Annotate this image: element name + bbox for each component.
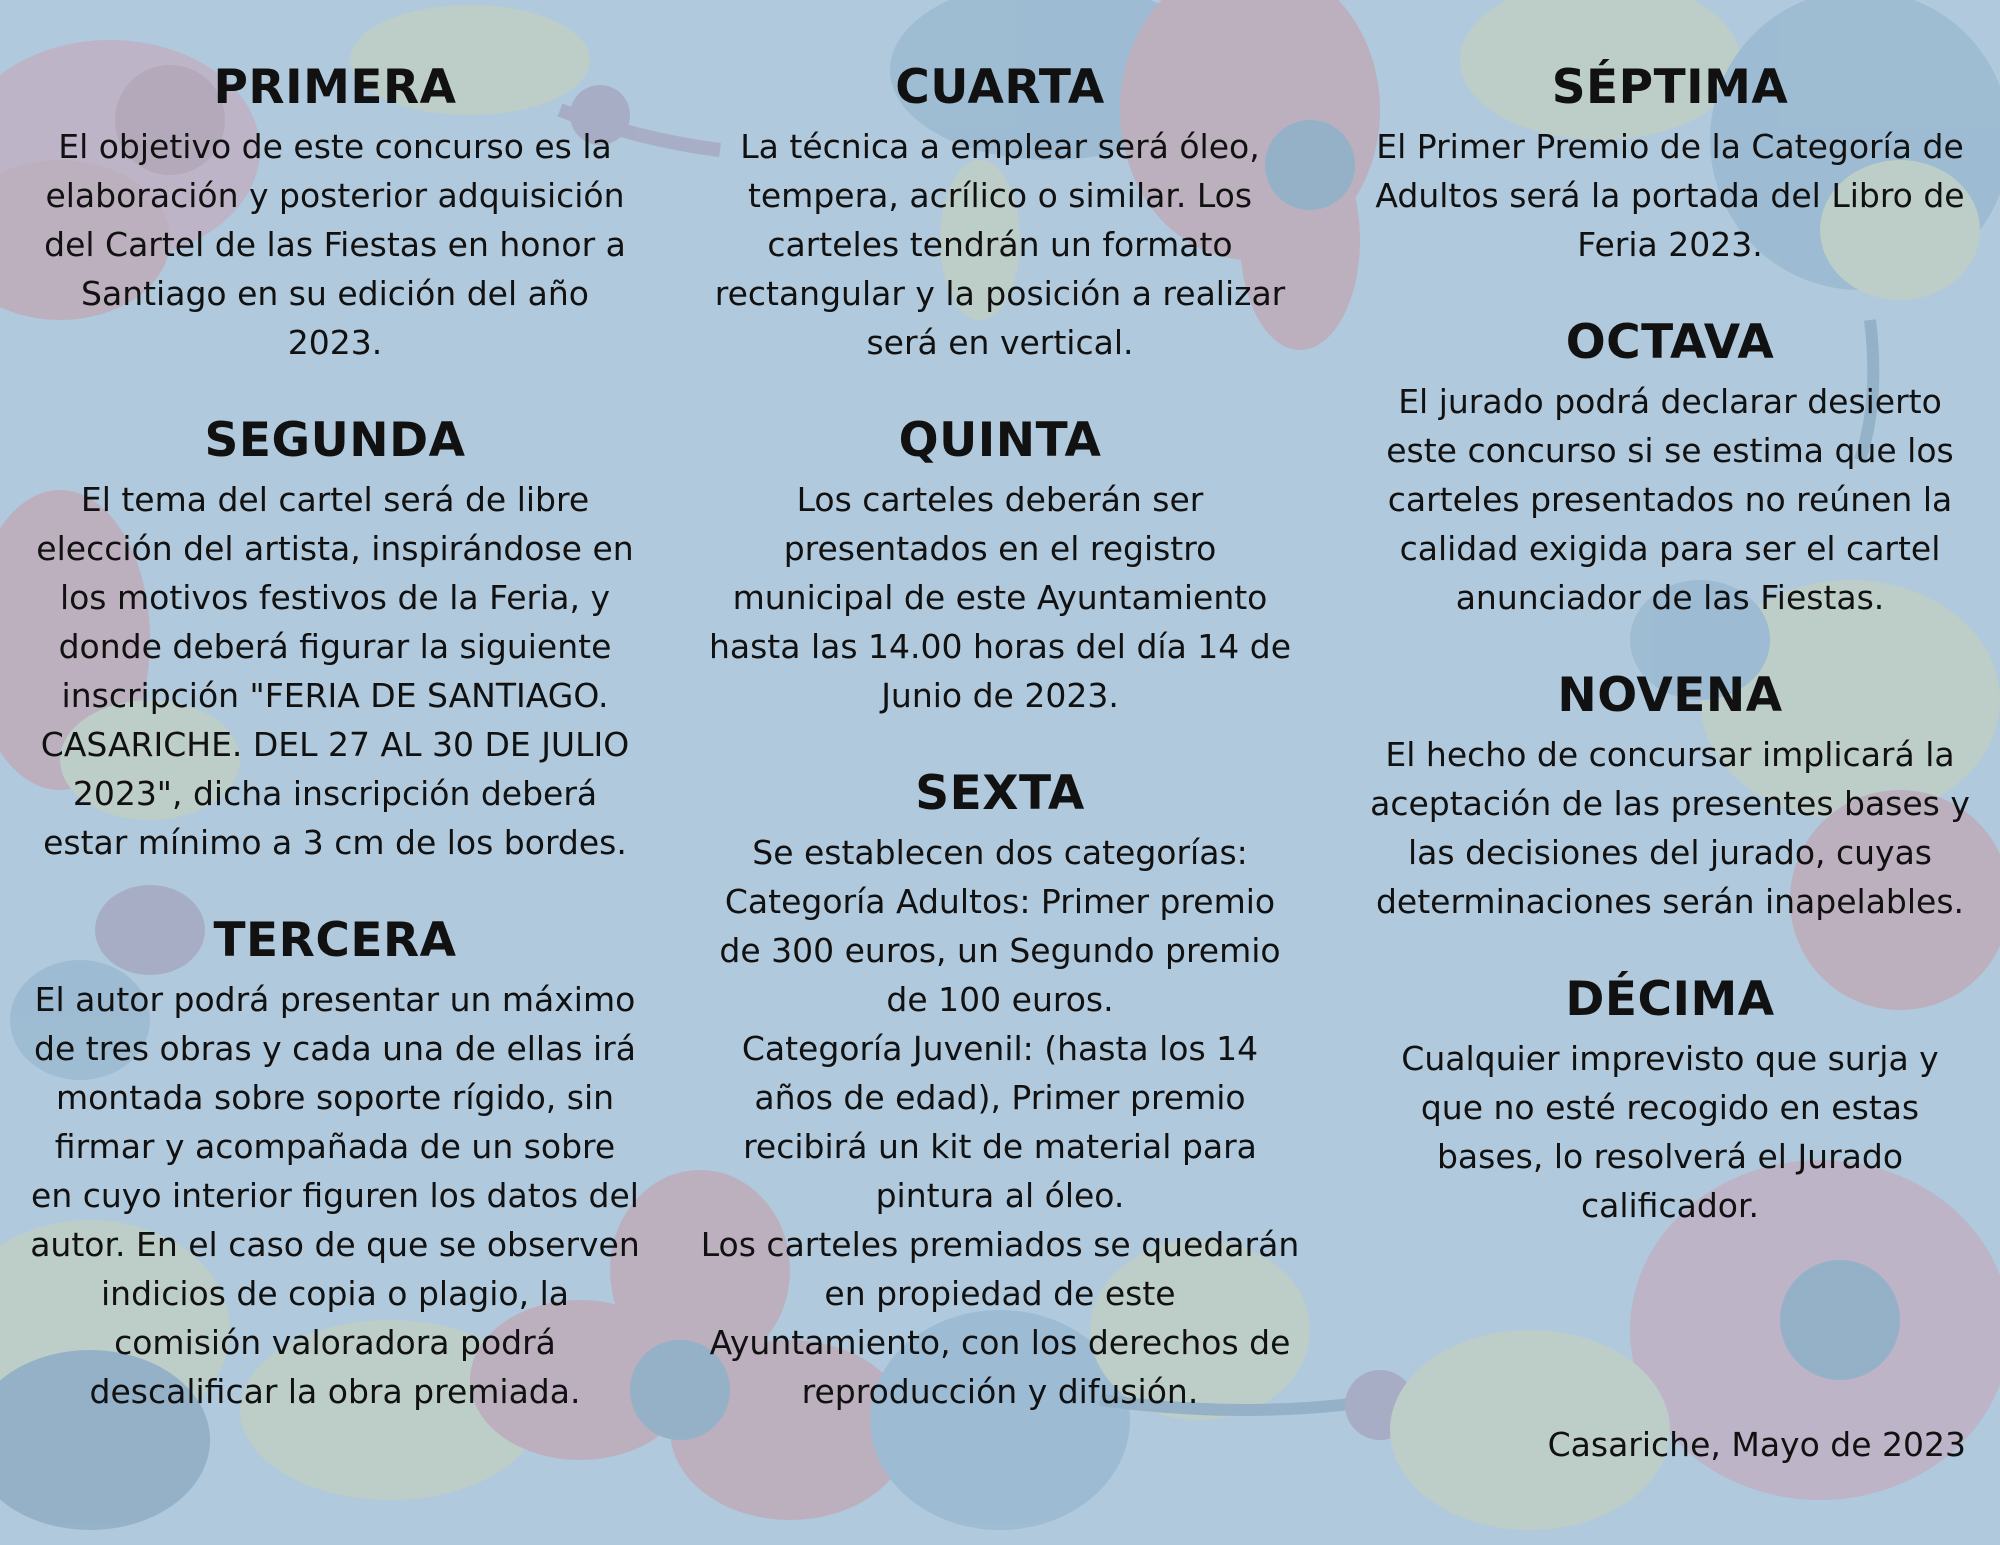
section-title: TERCERA (213, 913, 457, 968)
section-decima (1370, 972, 1970, 1230)
section-text: El Primer Premio de la Categoría de Adultos será la portada del Libro de Feria 2023. (1375, 127, 1965, 264)
section-text: Los carteles deberán ser presentados en el registro municipal de este Ayuntamiento hasta las 14.00 horas del día 14 de Junio de 2023. (708, 480, 1292, 715)
section-title: DÉCIMA (1565, 972, 1775, 1027)
section-title: SEGUNDA (204, 413, 466, 468)
section-title: CUARTA (895, 60, 1105, 115)
section-text: Cualquier imprevisto que surja y que no esté recogido en estas bases, lo resolverá el Jurado calificador. (1401, 1039, 1939, 1225)
section-sexta (700, 766, 1300, 1416)
section-novena (1370, 668, 1970, 926)
section-septima (1370, 60, 1970, 269)
section-title: NOVENA (1557, 668, 1783, 723)
section-text: El jurado podrá declarar desierto este concurso si se estima que los carteles presentados no reúnen la calidad exigida para ser el cartel anunciador de las Fiestas. (1386, 382, 1954, 617)
column-middle (700, 60, 1300, 1462)
section-octava (1370, 315, 1970, 622)
section-text: El objetivo de este concurso es la elaboración y posterior adquisición del Cartel de las Fiestas en honor a Santiago en su edición del año 2023. (44, 127, 626, 362)
section-text: Se establecen dos categorías: Categoría Adultos: Primer premio de 300 euros, un Segundo premio de 100 euros. Categoría Juvenil: (hasta los 14 años de edad), Primer premio recibirá un kit de material para pintura al óleo. Los carteles premiados se quedarán en propiedad de este Ayuntamiento, con los derechos de reproducción y difusión. (700, 833, 1300, 1411)
column-right (1370, 60, 1970, 1276)
section-text: La técnica a emplear será óleo, tempera, acrílico o similar. Los carteles tendrán un formato rectangular y la posición a realizar será en vertical. (714, 127, 1286, 362)
section-cuarta (700, 60, 1300, 367)
signature-place-date: Casariche, Mayo de 2023 (1547, 1425, 1966, 1464)
section-title: PRIMERA (213, 60, 457, 115)
section-quinta (700, 413, 1300, 720)
section-title: QUINTA (898, 413, 1102, 468)
column-left (30, 60, 640, 1462)
section-tercera (30, 913, 640, 1416)
section-segunda (30, 413, 640, 867)
section-primera (30, 60, 640, 367)
section-title: SÉPTIMA (1551, 60, 1789, 115)
section-text: El hecho de concursar implicará la aceptación de las presentes bases y las decisiones del jurado, cuyas determinaciones serán inapelables. (1370, 735, 1970, 921)
section-title: SEXTA (915, 766, 1085, 821)
section-text: El autor podrá presentar un máximo de tres obras y cada una de ellas irá montada sobre soporte rígido, sin firmar y acompañada de un sobre en cuyo interior figuren los datos del autor. En el caso de que se observen indicios de copia o plagio, la comisión valoradora podrá descalificar la obra premiada. (30, 980, 640, 1411)
section-title: OCTAVA (1565, 315, 1775, 370)
section-text: El tema del cartel será de libre elección del artista, inspirándose en los motivos festivos de la Feria, y donde deberá figurar la siguiente inscripción "FERIA DE SANTIAGO. CASARICHE. DEL 27 AL 30 DE JULIO 2023", dicha inscripción deberá estar mínimo a 3 cm de los bordes. (36, 480, 634, 862)
